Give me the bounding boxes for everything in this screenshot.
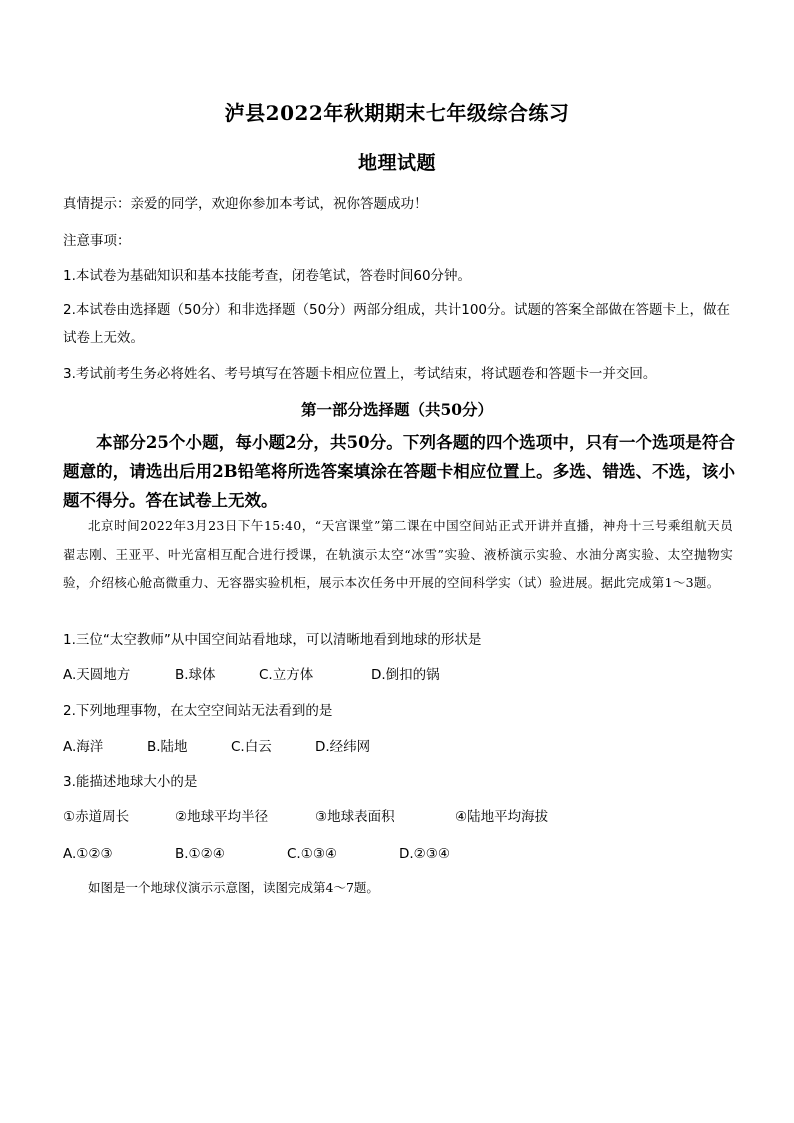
notice-item-2: 2.本试卷由选择题（50分）和非选择题（50分）两部分组成，共计100分。试题的答案全部做在答题卡上，做在试卷上无效。 <box>63 302 731 346</box>
question-1-options <box>63 665 483 685</box>
next-questions-lead: 如图是一个地球仪演示示意图，读图完成第4～7题。 <box>88 880 379 895</box>
question-2-option-c[interactable]: C.白云 <box>231 739 272 755</box>
question-2-stem: 2.下列地理事物，在太空空间站无法看到的是 <box>63 703 333 719</box>
question-3-item-4: ④陆地平均海拔 <box>455 809 549 825</box>
question-1-option-a[interactable]: A.天圆地方 <box>63 667 131 683</box>
question-2-options <box>63 737 403 757</box>
question-3-item-1: ①赤道周长 <box>63 809 130 825</box>
question-3-item-3: ③地球表面积 <box>315 809 395 825</box>
question-3-option-d[interactable]: D.②③④ <box>399 846 450 862</box>
question-1-option-d[interactable]: D.倒扣的锅 <box>371 667 440 683</box>
part1-instruction: 本部分25个小题，每小题2分，共50分。下列各题的四个选项中，只有一个选项是符合题意的，请选出后用2B铅笔将所选答案填涂在答题卡相应位置上。多选、错选、不选，该小题不得分。答在试卷上无效。 <box>63 433 735 510</box>
question-3-option-b[interactable]: B.①②④ <box>175 846 225 862</box>
exam-title: 泸县2022年秋期期末七年级综合练习 <box>224 101 570 125</box>
question-2-option-b[interactable]: B.陆地 <box>147 739 188 755</box>
notice-item-1: 1.本试卷为基础知识和基本技能考查，闭卷笔试，答卷时间60分钟。 <box>63 268 472 284</box>
exam-subject-title: 地理试题 <box>357 152 436 174</box>
question-1-stem: 1.三位“太空教师”从中国空间站看地球，可以清晰地看到地球的形状是 <box>63 632 482 648</box>
question-2-option-d[interactable]: D.经纬网 <box>315 739 371 755</box>
question-3-item-2: ②地球平均半径 <box>175 809 269 825</box>
question-1-option-b[interactable]: B.球体 <box>175 667 216 683</box>
part1-heading: 第一部分选择题（共50分） <box>300 400 494 419</box>
question-1-option-c[interactable]: C.立方体 <box>259 667 314 683</box>
question-3-items <box>63 807 583 827</box>
greeting-text: 真情提示：亲爱的同学，欢迎你参加本考试，祝你答题成功！ <box>63 196 428 212</box>
notice-label: 注意事项： <box>63 233 131 249</box>
question-3-options <box>63 844 483 864</box>
question-3-option-c[interactable]: C.①③④ <box>287 846 338 862</box>
question-2-option-a[interactable]: A.海洋 <box>63 739 104 755</box>
question-3-option-a[interactable]: A.①②③ <box>63 846 113 862</box>
reading-passage: 北京时间2022年3月23日下午15:40，“天宫课堂”第二课在中国空间站正式开讲并直播，神舟十三号乘组航天员翟志刚、王亚平、叶光富相互配合进行授课，在轨演示太空“冰雪”实验、液桥演示实验、水油分离实验、太空抛物实验，介绍核心舱高微重力、无容器实验机柜，展示本次任务中开展的空间科学实（试）验进展。据此完成第1～3题。 <box>63 518 733 590</box>
notice-item-3: 3.考试前考生务必将姓名、考号填写在答题卡相应位置上，考试结束，将试题卷和答题卡一并交回。 <box>63 366 657 382</box>
question-3-stem: 3.能描述地球大小的是 <box>63 774 198 790</box>
